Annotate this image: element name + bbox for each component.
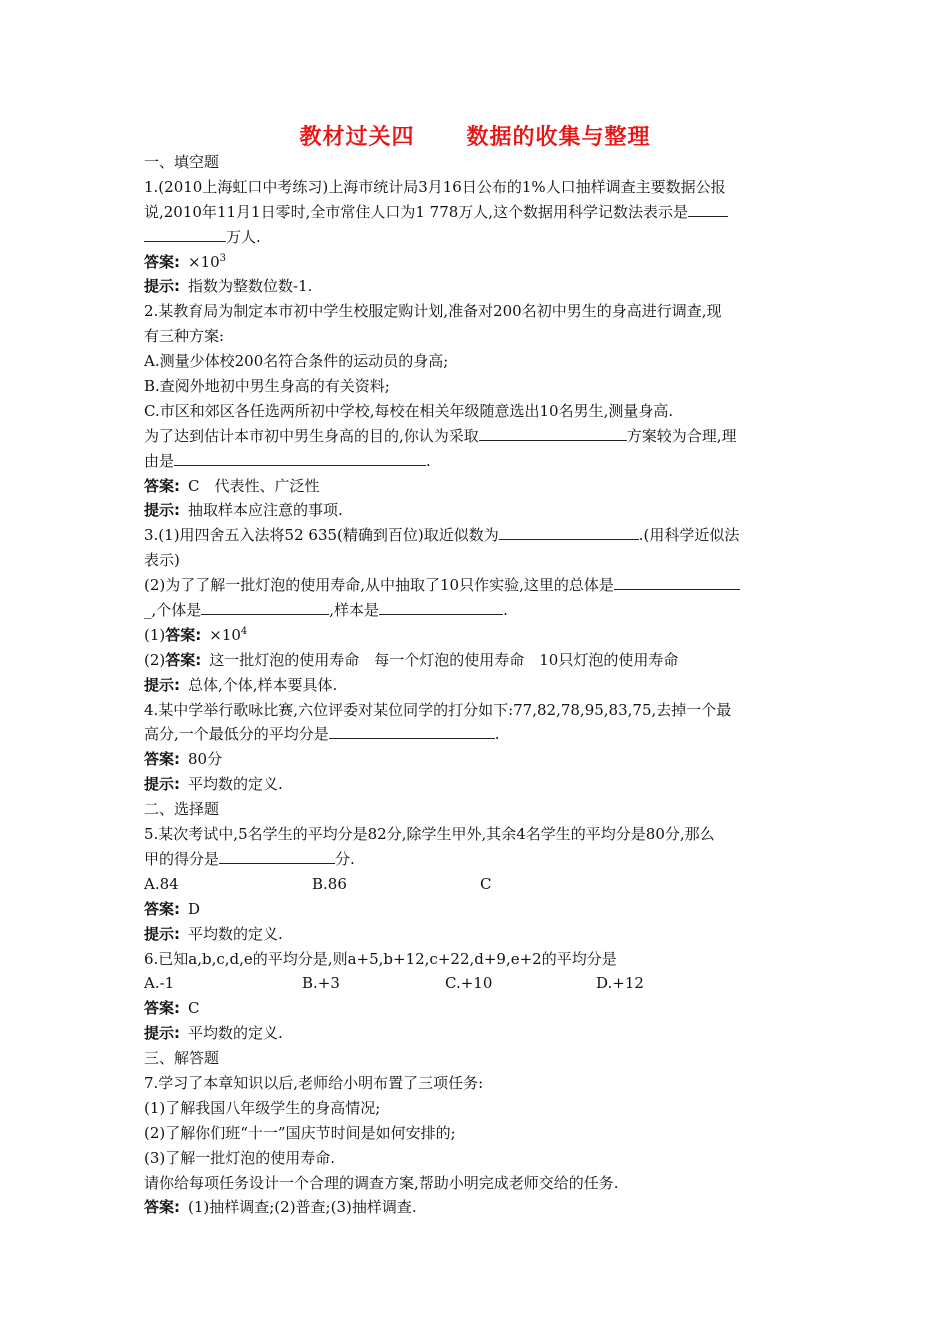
question-7-task-1: (1)了解我国八年级学生的身高情况; <box>144 1098 381 1117</box>
question-5-line-2: 甲的得分是 分. <box>144 847 808 872</box>
answer-blank[interactable] <box>201 598 329 615</box>
section-heading-solve: 三、解答题 <box>144 1049 220 1068</box>
question-2-option-a: A.测量少体校200名符合条件的运动员的身高; <box>144 352 449 371</box>
answer-2: 答案: C 代表性、广泛性 <box>144 476 320 495</box>
option-d: D.+12 <box>596 974 644 993</box>
answer-3-part-1: (1)答案: $\times 10^4$ <box>144 625 248 644</box>
question-2-option-b: B.查阅外地初中男生身高的有关资料; <box>144 377 390 396</box>
page-title <box>0 120 950 151</box>
question-3-line-4: _,个体是 ,样本是 . <box>144 598 808 623</box>
question-6-line-1: 6.已知a,b,c,d,e的平均分是,则a+5,b+12,c+22,d+9,e+2的平均分是 <box>144 949 617 968</box>
answer-1: 答案: $\times 10^3$ <box>144 252 227 271</box>
answer-blank[interactable] <box>219 847 335 864</box>
section-heading-fill: 一、填空题 <box>144 153 220 171</box>
title-part-2: 数据的收集与整理 <box>466 125 651 150</box>
option-b: B.86 <box>312 874 347 893</box>
question-1-line-2: 说,2010年11月1日零时,全市常住人口为1 778万人,这个数据用科学记数法表示是 <box>144 200 808 225</box>
answer-4: 答案: 80分 <box>144 750 223 769</box>
answer-blank[interactable] <box>379 598 503 615</box>
hint-2: 提示: 抽取样本应注意的事项. <box>144 501 343 520</box>
document-body <box>144 150 808 1220</box>
hint-4: 提示: 平均数的定义. <box>144 775 283 794</box>
answer-blank[interactable] <box>479 424 627 441</box>
answer-3-part-2: (2)答案: 这一批灯泡的使用寿命 每一个灯泡的使用寿命 10只灯泡的使用寿命 <box>144 650 679 669</box>
question-6-options <box>144 971 808 996</box>
question-2-line-2: 有三种方案: <box>144 327 225 346</box>
question-3-line-1: 3.(1)用四舍五入法将52 635(精确到百位)取近似数为 .(用科学近似法 <box>144 523 808 548</box>
answer-6: 答案: C <box>144 999 200 1018</box>
question-5-line-1: 5.某次考试中,5名学生的平均分是82分,除学生甲外,其余4名学生的平均分是80分,那么 <box>144 825 715 844</box>
section-heading-choice: 二、选择题 <box>144 800 220 819</box>
option-b: B.+3 <box>302 974 340 993</box>
question-4-line-2: 高分,一个最低分的平均分是 . <box>144 722 808 747</box>
option-a: A.-1 <box>144 974 175 993</box>
answer-5: 答案: D <box>144 899 201 918</box>
answer-7: 答案: (1)抽样调查;(2)普查;(3)抽样调查. <box>144 1198 417 1217</box>
question-3-line-3: (2)为了了解一批灯泡的使用寿命,从中抽取了10只作实验,这里的总体是 <box>144 573 808 598</box>
question-4-line-1: 4.某中学举行歌咏比赛,六位评委对某位同学的打分如下:77,82,78,95,83,75,去掉一个最 <box>144 700 732 719</box>
question-5-options <box>144 872 808 897</box>
question-7-task-2: (2)了解你们班“十一”国庆节时间是如何安排的; <box>144 1123 456 1142</box>
answer-blank[interactable] <box>614 573 740 590</box>
hint-1: 提示: 指数为整数位数-1. <box>144 277 313 296</box>
question-7-line-1: 7.学习了本章知识以后,老师给小明布置了三项任务: <box>144 1073 484 1092</box>
question-2-line-1: 2.某教育局为制定本市初中学生校服定购计划,准备对200名初中男生的身高进行调查,现 <box>144 302 722 321</box>
question-2-line-3: 为了达到估计本市初中男生身高的目的,你认为采取 方案较为合理,理 <box>144 424 808 449</box>
question-1-line-1: 1.(2010上海虹口中考练习)上海市统计局3月16日公布的1%人口抽样调查主要数据公报 <box>144 177 726 196</box>
question-1-line-3: 万人. <box>144 225 808 250</box>
answer-blank[interactable] <box>688 200 728 217</box>
question-3-line-2: 表示) <box>144 551 180 570</box>
question-2-option-c: C.市区和郊区各任选两所初中学校,每校在相关年级随意选出10名男生,测量身高. <box>144 401 674 420</box>
hint-3: 提示: 总体,个体,样本要具体. <box>144 675 338 694</box>
question-7-line-2: 请你给每项任务设计一个合理的调查方案,帮助小明完成老师交给的任务. <box>144 1173 619 1192</box>
hint-5: 提示: 平均数的定义. <box>144 924 283 943</box>
answer-blank[interactable] <box>499 523 639 540</box>
question-2-line-4: 由是 . <box>144 449 808 474</box>
title-part-1: 教材过关四 <box>299 125 415 150</box>
option-c: C.+10 <box>445 974 493 993</box>
hint-6: 提示: 平均数的定义. <box>144 1024 283 1043</box>
question-7-task-3: (3)了解一批灯泡的使用寿命. <box>144 1148 336 1167</box>
answer-blank[interactable] <box>144 225 226 242</box>
option-a: A.84 <box>144 874 179 893</box>
answer-blank[interactable] <box>329 722 495 739</box>
answer-blank[interactable] <box>174 449 426 466</box>
option-c: C <box>480 874 492 893</box>
